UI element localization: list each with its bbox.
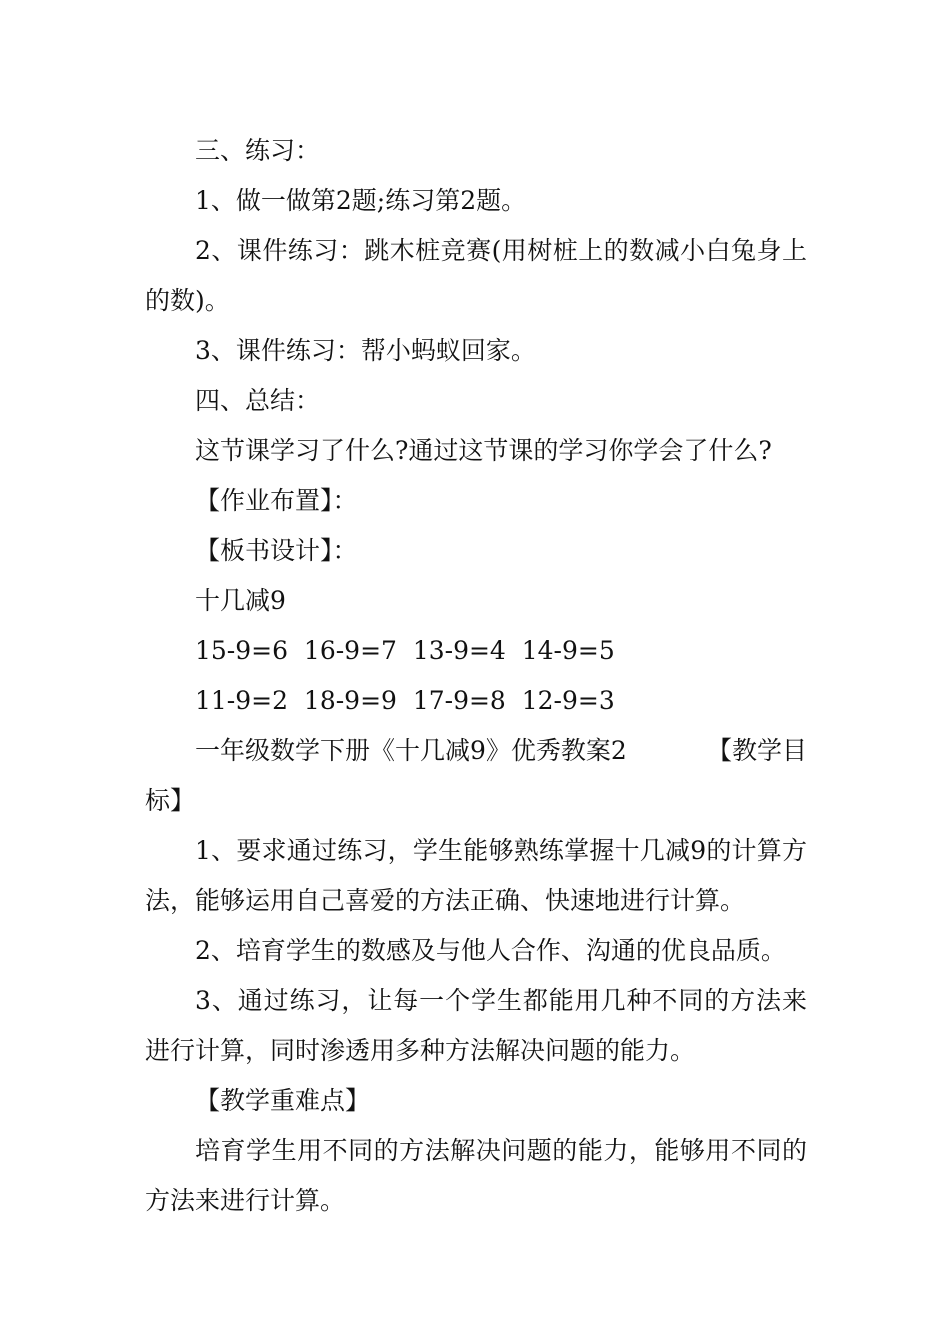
practice-item-3: 3、课件练习：帮小蚂蚁回家。	[195, 336, 536, 365]
board-title: 十几减9	[195, 586, 286, 615]
objective-3: 3、通过练习，让每一个学生都能用几种不同的方法来进行计算，同时渗透用多种方法解决问题的能力。	[145, 986, 807, 1065]
lesson-title: 一年级数学下册《十几减9》优秀教案2	[195, 736, 627, 765]
board-equations-row-2: 11-9=2 18-9=9 17-9=8 12-9=3	[195, 686, 615, 715]
board-design-heading: 【板书设计】：	[195, 536, 358, 565]
teaching-goals-heading-cont: 标】	[145, 786, 196, 815]
summary-question: 这节课学习了什么?通过这节课的学习你学会了什么?	[195, 436, 772, 465]
document-body	[145, 126, 807, 1226]
objective-2: 2、培育学生的数感及与他人合作、沟通的优良品质。	[195, 936, 786, 965]
section-heading-summary: 四、总结：	[195, 386, 321, 415]
board-equations-row-1: 15-9=6 16-9=7 13-9=4 14-9=5	[195, 636, 615, 665]
teaching-goals-heading: 【教学目	[706, 736, 807, 765]
difficulty-heading: 【教学重难点】	[195, 1086, 371, 1115]
section-heading-practice: 三、练习：	[195, 136, 321, 165]
homework-heading: 【作业布置】：	[195, 486, 358, 515]
difficulty-text: 培育学生用不同的方法解决问题的能力，能够用不同的方法来进行计算。	[145, 1136, 807, 1215]
practice-item-2: 2、课件练习：跳木桩竞赛(用树桩上的数减小白兔身上的数)。	[145, 236, 807, 315]
lesson-title-line	[145, 726, 807, 776]
objective-1: 1、要求通过练习，学生能够熟练掌握十几减9的计算方法，能够运用自己喜爱的方法正确、快速地进行计算。	[145, 836, 807, 915]
practice-item-1: 1、做一做第2题;练习第2题。	[195, 186, 527, 215]
